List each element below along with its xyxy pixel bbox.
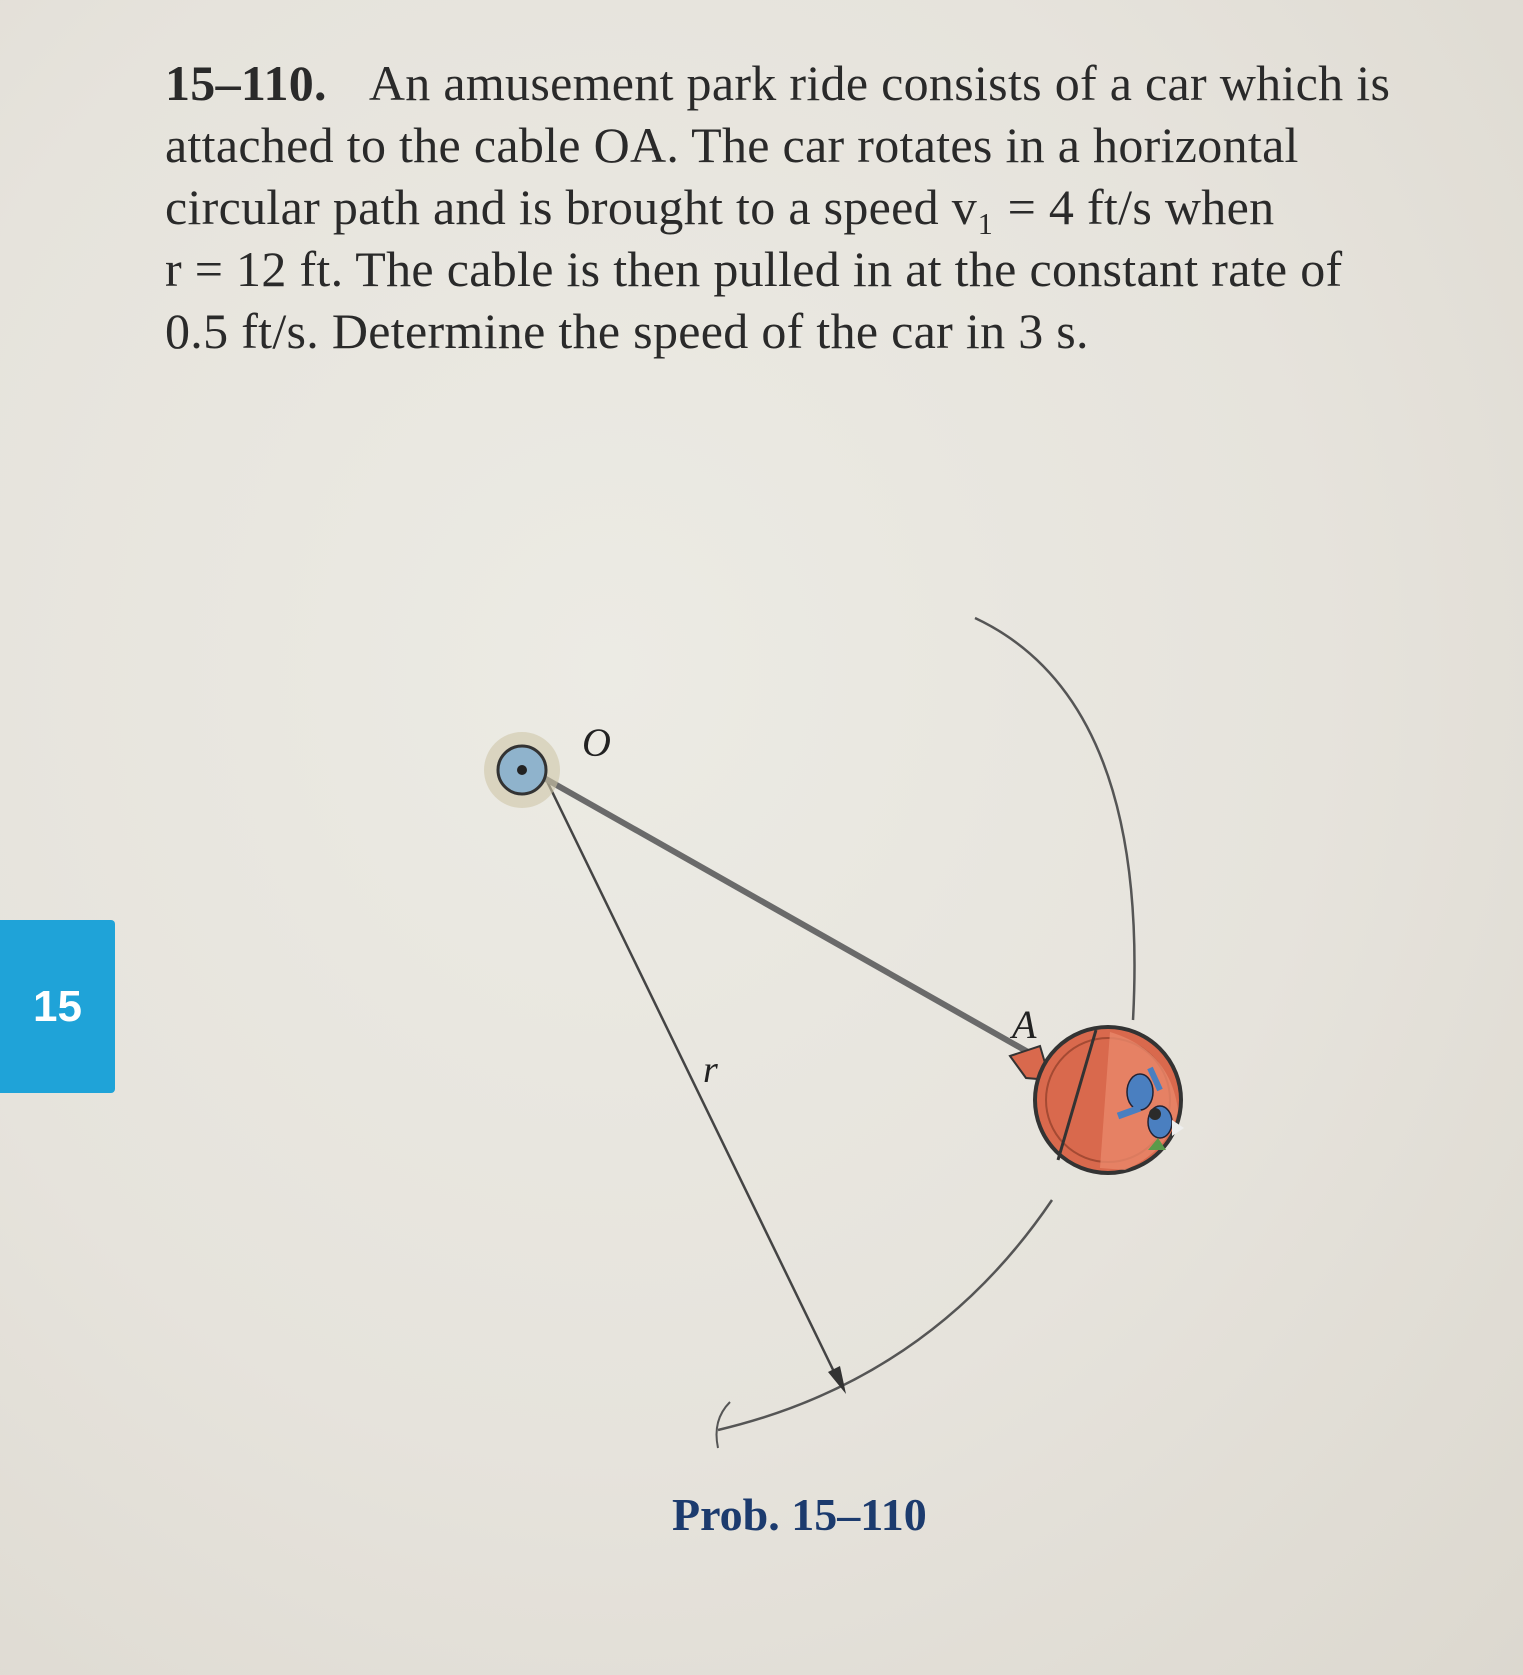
radius-arrowhead (828, 1366, 846, 1394)
problem-line-4: r = 12 ft. The cable is then pulled in at the constant rate of (165, 241, 1343, 297)
rider-head (1149, 1108, 1161, 1120)
chapter-tab-label: 15 (33, 981, 82, 1031)
label-o: O (582, 720, 611, 765)
radius-line (544, 775, 838, 1380)
circular-path-arc-upper (975, 618, 1135, 1020)
problem-line-5: 0.5 ft/s. Determine the speed of the car in 3 s. (165, 303, 1089, 359)
problem-line-1: 15–110. An amusement park ride consists of a car which is (165, 55, 1391, 111)
problem-line-3: circular path and is brought to a speed v₁ = 4 ft/s when (165, 179, 1275, 235)
label-r: r (703, 1049, 718, 1091)
arc-end-tick (717, 1402, 731, 1448)
label-a: A (1012, 1002, 1037, 1047)
problem-number: 15–110. (165, 55, 327, 111)
figure-caption: Prob. 15–110 (672, 1489, 927, 1540)
pivot-center (517, 765, 527, 775)
problem-line-2: attached to the cable OA. The car rotates in a horizontal (165, 117, 1299, 173)
rider-1 (1127, 1074, 1153, 1110)
cable-oa (530, 770, 1028, 1052)
